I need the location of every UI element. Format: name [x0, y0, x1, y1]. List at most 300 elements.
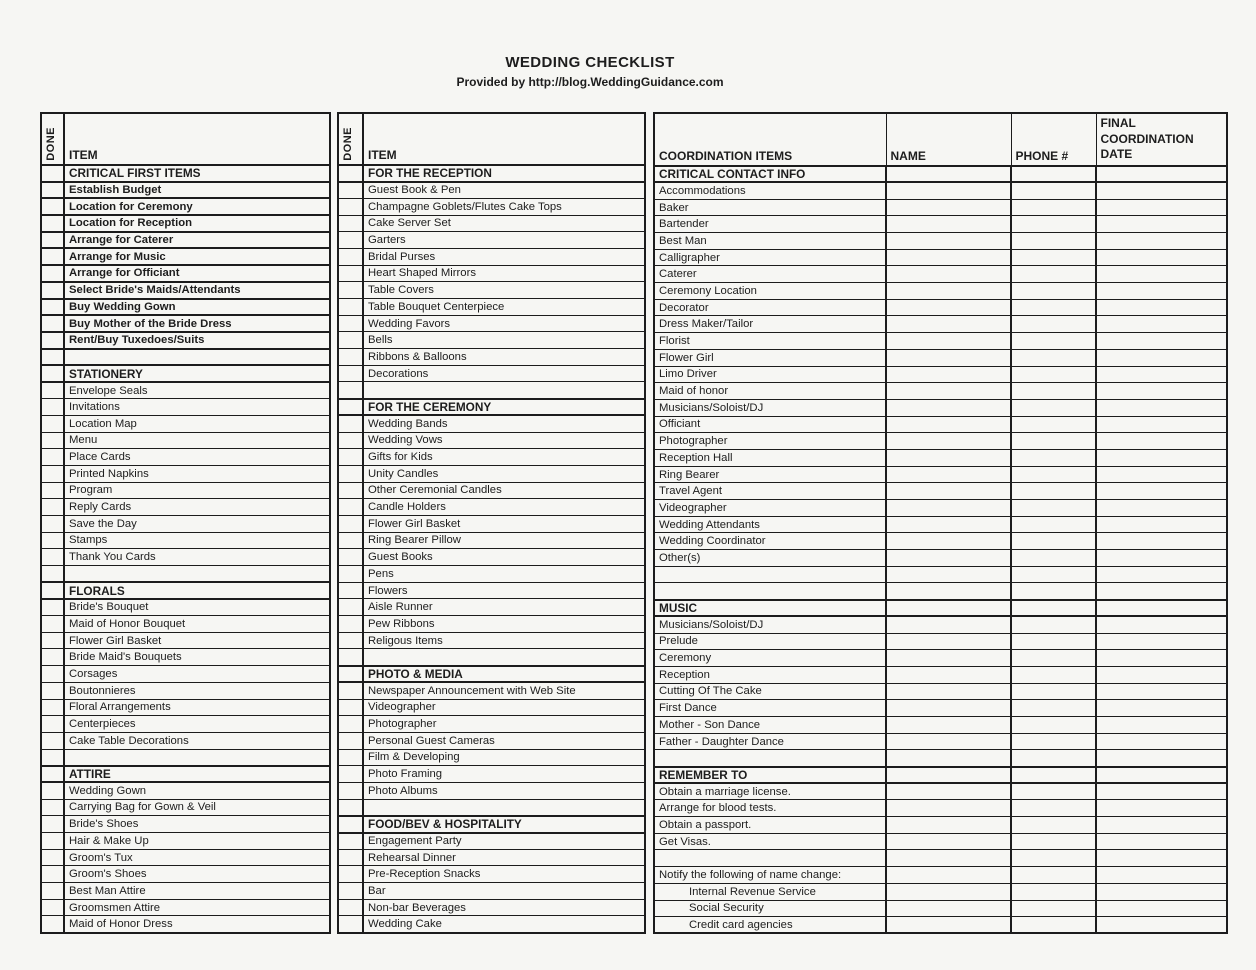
name-fill-cell[interactable] [886, 883, 1011, 900]
name-fill-cell[interactable] [886, 683, 1011, 700]
done-checkbox-cell[interactable] [41, 332, 64, 349]
done-checkbox-cell[interactable] [338, 449, 363, 466]
done-checkbox-cell[interactable] [41, 349, 64, 366]
done-checkbox-cell[interactable] [41, 432, 64, 449]
done-checkbox-cell[interactable] [338, 232, 363, 249]
table-row [338, 365, 645, 382]
done-checkbox-cell[interactable] [41, 916, 64, 933]
phone-fill-cell[interactable] [1011, 233, 1096, 250]
done-checkbox-cell[interactable] [41, 165, 64, 182]
date-fill-cell[interactable] [1096, 550, 1227, 567]
phone-fill-cell[interactable] [1011, 767, 1096, 784]
table-row [338, 599, 645, 616]
date-fill-cell[interactable] [1096, 333, 1227, 350]
empty-row [654, 566, 1227, 583]
name-fill-cell[interactable] [886, 817, 1011, 834]
item-cell: Rent/Buy Tuxedoes/Suits [64, 332, 330, 349]
final-coordination-date-column-header [1096, 113, 1227, 166]
date-fill-cell[interactable] [1096, 516, 1227, 533]
done-checkbox-cell[interactable] [338, 782, 363, 799]
done-checkbox-cell[interactable] [338, 499, 363, 516]
done-checkbox-cell[interactable] [338, 465, 363, 482]
name-fill-cell[interactable] [886, 433, 1011, 450]
done-checkbox-cell[interactable] [41, 599, 64, 616]
coordination-item-cell: Flower Girl [654, 349, 886, 366]
name-fill-cell[interactable] [886, 850, 1011, 867]
done-checkbox-cell[interactable] [41, 365, 64, 382]
phone-fill-cell[interactable] [1011, 216, 1096, 233]
phone-fill-cell[interactable] [1011, 182, 1096, 199]
table-row [41, 482, 330, 499]
done-checkbox-cell[interactable] [41, 215, 64, 232]
name-fill-cell[interactable] [886, 516, 1011, 533]
section-header-row [338, 816, 645, 833]
phone-fill-cell[interactable] [1011, 883, 1096, 900]
name-fill-cell[interactable] [886, 216, 1011, 233]
date-fill-cell[interactable] [1096, 700, 1227, 717]
date-fill-cell[interactable] [1096, 366, 1227, 383]
date-fill-cell[interactable] [1096, 166, 1227, 183]
item-cell: FOOD/BEV & HOSPITALITY [363, 816, 645, 833]
table-row [654, 399, 1227, 416]
done-checkbox-cell[interactable] [338, 616, 363, 633]
done-checkbox-cell[interactable] [338, 415, 363, 432]
date-fill-cell[interactable] [1096, 500, 1227, 517]
done-checkbox-cell[interactable] [338, 649, 363, 666]
done-checkbox-cell[interactable] [338, 682, 363, 699]
table-row [654, 817, 1227, 834]
coordination-item-cell: Reception Hall [654, 449, 886, 466]
coordination-item-cell: Obtain a marriage license. [654, 783, 886, 800]
phone-fill-cell[interactable] [1011, 566, 1096, 583]
table-row [654, 550, 1227, 567]
table-row [41, 699, 330, 716]
done-checkbox-cell[interactable] [338, 315, 363, 332]
date-fill-cell[interactable] [1096, 316, 1227, 333]
phone-fill-cell[interactable] [1011, 817, 1096, 834]
date-fill-cell[interactable] [1096, 249, 1227, 266]
table-row [338, 866, 645, 883]
coordination-item-cell: Father - Daughter Dance [654, 733, 886, 750]
phone-fill-cell[interactable] [1011, 800, 1096, 817]
table-row [338, 566, 645, 583]
date-fill-cell[interactable] [1096, 299, 1227, 316]
table-row [41, 215, 330, 232]
done-checkbox-cell[interactable] [41, 465, 64, 482]
phone-fill-cell[interactable] [1011, 850, 1096, 867]
name-fill-cell[interactable] [886, 533, 1011, 550]
done-checkbox-cell[interactable] [338, 332, 363, 349]
section-header-row [338, 165, 645, 182]
table-row [41, 649, 330, 666]
date-fill-cell[interactable] [1096, 266, 1227, 283]
name-fill-cell[interactable] [886, 299, 1011, 316]
done-checkbox-cell[interactable] [338, 632, 363, 649]
name-fill-cell[interactable] [886, 600, 1011, 617]
done-checkbox-cell[interactable] [41, 282, 64, 299]
date-fill-cell[interactable] [1096, 683, 1227, 700]
coordination-item-cell: Officiant [654, 416, 886, 433]
coordination-item-cell: Baker [654, 199, 886, 216]
date-fill-cell[interactable] [1096, 817, 1227, 834]
coordination-item-cell: Get Visas. [654, 833, 886, 850]
done-checkbox-cell[interactable] [41, 415, 64, 432]
date-fill-cell[interactable] [1096, 716, 1227, 733]
date-fill-cell[interactable] [1096, 466, 1227, 483]
item-cell: Cake Table Decorations [64, 732, 330, 749]
phone-fill-cell[interactable] [1011, 666, 1096, 683]
phone-fill-cell[interactable] [1011, 483, 1096, 500]
phone-fill-cell[interactable] [1011, 783, 1096, 800]
name-fill-cell[interactable] [886, 266, 1011, 283]
phone-fill-cell[interactable] [1011, 533, 1096, 550]
name-fill-cell[interactable] [886, 783, 1011, 800]
coordination-item-cell: Accommodations [654, 182, 886, 199]
done-checkbox-cell[interactable] [41, 682, 64, 699]
date-fill-cell[interactable] [1096, 383, 1227, 400]
done-checkbox-cell[interactable] [338, 399, 363, 416]
table-row [654, 233, 1227, 250]
coordination-item-cell: Florist [654, 333, 886, 350]
date-fill-cell[interactable] [1096, 733, 1227, 750]
table-row [654, 800, 1227, 817]
phone-fill-cell[interactable] [1011, 550, 1096, 567]
name-fill-cell[interactable] [886, 182, 1011, 199]
done-checkbox-cell[interactable] [338, 215, 363, 232]
done-checkbox-cell[interactable] [41, 532, 64, 549]
date-fill-cell[interactable] [1096, 600, 1227, 617]
done-checkbox-cell[interactable] [338, 833, 363, 850]
name-fill-cell[interactable] [886, 166, 1011, 183]
table-row [654, 433, 1227, 450]
done-checkbox-cell[interactable] [41, 499, 64, 516]
date-fill-cell[interactable] [1096, 399, 1227, 416]
done-checkbox-cell[interactable] [41, 198, 64, 215]
name-fill-cell[interactable] [886, 917, 1011, 934]
name-fill-cell[interactable] [886, 633, 1011, 650]
phone-fill-cell[interactable] [1011, 433, 1096, 450]
item-cell: Bride Maid's Bouquets [64, 649, 330, 666]
name-fill-cell[interactable] [886, 416, 1011, 433]
item-cell: Ribbons & Balloons [363, 349, 645, 366]
phone-fill-cell[interactable] [1011, 349, 1096, 366]
table-row [41, 632, 330, 649]
date-fill-cell[interactable] [1096, 917, 1227, 934]
done-checkbox-cell[interactable] [41, 449, 64, 466]
name-fill-cell[interactable] [886, 283, 1011, 300]
phone-fill-cell[interactable] [1011, 333, 1096, 350]
date-fill-cell[interactable] [1096, 483, 1227, 500]
done-checkbox-cell[interactable] [338, 299, 363, 316]
item-cell: Table Covers [363, 282, 645, 299]
name-fill-cell[interactable] [886, 449, 1011, 466]
phone-fill-cell[interactable] [1011, 466, 1096, 483]
phone-fill-cell[interactable] [1011, 266, 1096, 283]
done-checkbox-cell[interactable] [41, 649, 64, 666]
date-fill-cell[interactable] [1096, 783, 1227, 800]
item-cell: Photo Albums [363, 782, 645, 799]
done-checkbox-cell[interactable] [41, 699, 64, 716]
phone-fill-cell[interactable] [1011, 283, 1096, 300]
name-fill-cell[interactable] [886, 383, 1011, 400]
done-checkbox-cell[interactable] [338, 482, 363, 499]
table-row [338, 732, 645, 749]
name-fill-cell[interactable] [886, 583, 1011, 600]
table-row [338, 515, 645, 532]
phone-fill-cell[interactable] [1011, 900, 1096, 917]
done-checkbox-cell[interactable] [41, 866, 64, 883]
done-checkbox-cell[interactable] [338, 582, 363, 599]
done-checkbox-cell[interactable] [41, 399, 64, 416]
phone-fill-cell[interactable] [1011, 600, 1096, 617]
phone-fill-cell[interactable] [1011, 166, 1096, 183]
done-checkbox-cell[interactable] [338, 899, 363, 916]
done-checkbox-cell[interactable] [41, 632, 64, 649]
done-checkbox-cell[interactable] [41, 549, 64, 566]
name-fill-cell[interactable] [886, 333, 1011, 350]
phone-fill-cell[interactable] [1011, 583, 1096, 600]
date-fill-cell[interactable] [1096, 583, 1227, 600]
table-row [654, 283, 1227, 300]
phone-fill-cell[interactable] [1011, 700, 1096, 717]
done-checkbox-cell[interactable] [338, 382, 363, 399]
date-fill-cell[interactable] [1096, 900, 1227, 917]
phone-fill-cell[interactable] [1011, 733, 1096, 750]
done-checkbox-cell[interactable] [338, 265, 363, 282]
table-row [41, 432, 330, 449]
done-checkbox-cell[interactable] [41, 248, 64, 265]
phone-fill-cell[interactable] [1011, 750, 1096, 767]
item-cell: Arrange for Officiant [64, 265, 330, 282]
item-cell [363, 799, 645, 816]
date-fill-cell[interactable] [1096, 633, 1227, 650]
date-fill-cell[interactable] [1096, 449, 1227, 466]
done-checkbox-cell[interactable] [41, 899, 64, 916]
name-fill-cell[interactable] [886, 900, 1011, 917]
done-checkbox-cell[interactable] [338, 248, 363, 265]
phone-fill-cell[interactable] [1011, 416, 1096, 433]
done-checkbox-cell[interactable] [338, 766, 363, 783]
name-fill-cell[interactable] [886, 249, 1011, 266]
name-fill-cell[interactable] [886, 700, 1011, 717]
done-checkbox-cell[interactable] [41, 799, 64, 816]
date-fill-cell[interactable] [1096, 233, 1227, 250]
date-fill-cell[interactable] [1096, 566, 1227, 583]
date-fill-cell[interactable] [1096, 767, 1227, 784]
name-fill-cell[interactable] [886, 800, 1011, 817]
done-checkbox-cell[interactable] [338, 749, 363, 766]
phone-fill-cell[interactable] [1011, 199, 1096, 216]
table-row [654, 650, 1227, 667]
phone-fill-cell[interactable] [1011, 833, 1096, 850]
done-checkbox-cell[interactable] [41, 732, 64, 749]
phone-fill-cell[interactable] [1011, 683, 1096, 700]
date-fill-cell[interactable] [1096, 666, 1227, 683]
date-fill-cell[interactable] [1096, 533, 1227, 550]
name-fill-cell[interactable] [886, 466, 1011, 483]
done-checkbox-cell[interactable] [41, 482, 64, 499]
date-fill-cell[interactable] [1096, 800, 1227, 817]
done-checkbox-cell[interactable] [338, 198, 363, 215]
table-row [41, 282, 330, 299]
date-fill-cell[interactable] [1096, 867, 1227, 884]
name-fill-cell[interactable] [886, 316, 1011, 333]
date-fill-cell[interactable] [1096, 850, 1227, 867]
done-checkbox-cell[interactable] [338, 532, 363, 549]
date-fill-cell[interactable] [1096, 433, 1227, 450]
date-fill-cell[interactable] [1096, 349, 1227, 366]
done-checkbox-cell[interactable] [41, 816, 64, 833]
table-row [654, 316, 1227, 333]
done-checkbox-cell[interactable] [41, 382, 64, 399]
date-fill-cell[interactable] [1096, 750, 1227, 767]
name-fill-cell[interactable] [886, 750, 1011, 767]
done-checkbox-cell[interactable] [338, 432, 363, 449]
done-checkbox-cell[interactable] [338, 799, 363, 816]
phone-fill-cell[interactable] [1011, 650, 1096, 667]
name-fill-cell[interactable] [886, 500, 1011, 517]
name-fill-cell[interactable] [886, 867, 1011, 884]
name-fill-cell[interactable] [886, 566, 1011, 583]
name-fill-cell[interactable] [886, 550, 1011, 567]
name-fill-cell[interactable] [886, 716, 1011, 733]
done-checkbox-cell[interactable] [41, 182, 64, 199]
phone-fill-cell[interactable] [1011, 383, 1096, 400]
done-checkbox-cell[interactable] [338, 365, 363, 382]
done-checkbox-cell[interactable] [338, 566, 363, 583]
table-row [654, 633, 1227, 650]
done-checkbox-cell[interactable] [41, 232, 64, 249]
done-checkbox-cell[interactable] [338, 549, 363, 566]
phone-fill-cell[interactable] [1011, 366, 1096, 383]
done-checkbox-cell[interactable] [41, 849, 64, 866]
name-fill-cell[interactable] [886, 199, 1011, 216]
section-header-row [338, 399, 645, 416]
phone-fill-cell[interactable] [1011, 299, 1096, 316]
name-fill-cell[interactable] [886, 833, 1011, 850]
table-row [41, 248, 330, 265]
table-row [654, 533, 1227, 550]
done-checkbox-cell[interactable] [41, 265, 64, 282]
item-cell: CRITICAL FIRST ITEMS [64, 165, 330, 182]
phone-fill-cell[interactable] [1011, 716, 1096, 733]
phone-fill-cell[interactable] [1011, 449, 1096, 466]
table-row [338, 182, 645, 199]
done-checkbox-cell[interactable] [338, 165, 363, 182]
done-checkbox-cell[interactable] [338, 349, 363, 366]
done-checkbox-cell[interactable] [41, 616, 64, 633]
date-fill-cell[interactable] [1096, 416, 1227, 433]
date-fill-cell[interactable] [1096, 833, 1227, 850]
item-cell: Wedding Cake [363, 916, 645, 933]
date-fill-cell[interactable] [1096, 883, 1227, 900]
done-checkbox-cell[interactable] [41, 666, 64, 683]
table-row [41, 849, 330, 866]
phone-fill-cell[interactable] [1011, 917, 1096, 934]
name-fill-cell[interactable] [886, 650, 1011, 667]
table-row [654, 266, 1227, 283]
name-fill-cell[interactable] [886, 733, 1011, 750]
phone-fill-cell[interactable] [1011, 616, 1096, 633]
done-checkbox-cell[interactable] [41, 782, 64, 799]
coordination-item-cell: Photographer [654, 433, 886, 450]
done-checkbox-cell[interactable] [338, 716, 363, 733]
done-checkbox-cell[interactable] [338, 849, 363, 866]
name-fill-cell[interactable] [886, 399, 1011, 416]
done-checkbox-cell[interactable] [41, 515, 64, 532]
table-row [41, 182, 330, 199]
item-cell: Wedding Gown [64, 782, 330, 799]
done-checkbox-cell[interactable] [41, 299, 64, 316]
table-row [338, 465, 645, 482]
name-fill-cell[interactable] [886, 233, 1011, 250]
date-fill-cell[interactable] [1096, 616, 1227, 633]
done-checkbox-cell[interactable] [338, 182, 363, 199]
phone-fill-cell[interactable] [1011, 867, 1096, 884]
date-fill-cell[interactable] [1096, 283, 1227, 300]
empty-row [41, 349, 330, 366]
item-cell: Decorations [363, 365, 645, 382]
name-fill-cell[interactable] [886, 366, 1011, 383]
done-checkbox-cell[interactable] [338, 866, 363, 883]
date-fill-cell[interactable] [1096, 199, 1227, 216]
section-header-row [41, 766, 330, 783]
name-fill-cell[interactable] [886, 666, 1011, 683]
table-row [654, 466, 1227, 483]
name-fill-cell[interactable] [886, 483, 1011, 500]
done-checkbox-cell[interactable] [338, 816, 363, 833]
done-checkbox-cell[interactable] [338, 282, 363, 299]
done-checkbox-cell[interactable] [338, 515, 363, 532]
item-cell: Religous Items [363, 632, 645, 649]
done-checkbox-cell[interactable] [41, 315, 64, 332]
phone-fill-cell[interactable] [1011, 399, 1096, 416]
phone-fill-cell[interactable] [1011, 249, 1096, 266]
done-checkbox-cell[interactable] [338, 599, 363, 616]
date-fill-cell[interactable] [1096, 216, 1227, 233]
done-checkbox-cell[interactable] [338, 883, 363, 900]
item-cell: Wedding Bands [363, 415, 645, 432]
name-fill-cell[interactable] [886, 349, 1011, 366]
table-row [41, 198, 330, 215]
table-row [654, 249, 1227, 266]
done-checkbox-cell[interactable] [41, 749, 64, 766]
phone-fill-cell[interactable] [1011, 633, 1096, 650]
done-checkbox-cell[interactable] [338, 699, 363, 716]
table-row [338, 265, 645, 282]
coordination-item-cell [654, 850, 886, 867]
done-checkbox-cell[interactable] [41, 582, 64, 599]
date-fill-cell[interactable] [1096, 650, 1227, 667]
table-row [338, 415, 645, 432]
name-fill-cell[interactable] [886, 767, 1011, 784]
date-fill-cell[interactable] [1096, 182, 1227, 199]
phone-fill-cell[interactable] [1011, 500, 1096, 517]
phone-fill-cell[interactable] [1011, 316, 1096, 333]
done-checkbox-cell[interactable] [41, 716, 64, 733]
done-checkbox-cell[interactable] [41, 833, 64, 850]
done-checkbox-cell[interactable] [41, 883, 64, 900]
done-checkbox-cell[interactable] [338, 666, 363, 683]
done-checkbox-cell[interactable] [41, 766, 64, 783]
item-cell: Envelope Seals [64, 382, 330, 399]
done-checkbox-cell[interactable] [338, 732, 363, 749]
table-row [41, 682, 330, 699]
done-checkbox-cell[interactable] [41, 566, 64, 583]
name-fill-cell[interactable] [886, 616, 1011, 633]
done-checkbox-cell[interactable] [338, 916, 363, 933]
phone-fill-cell[interactable] [1011, 516, 1096, 533]
